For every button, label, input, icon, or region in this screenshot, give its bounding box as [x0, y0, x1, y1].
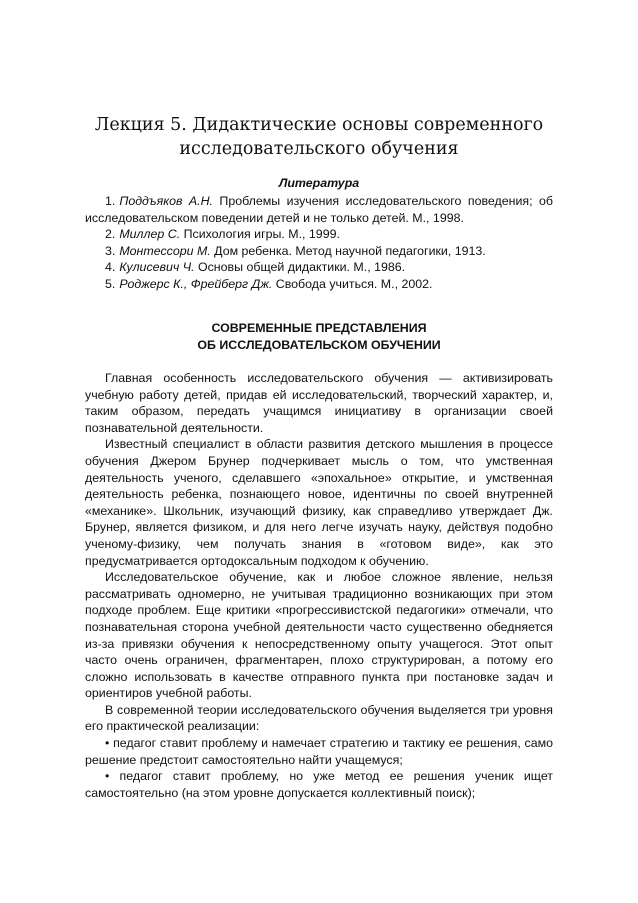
literature-heading: Литература — [278, 176, 360, 190]
literature-list — [85, 193, 553, 293]
body-paragraph: Исследовательское обучение, как и любое сложное явление, нельзя рассматривать одномерно, не учитывая традиционно возникающих при этом подходе проблем. Еще критики «прогрессивистской педагогики» отмечали, что познавательная сторона учебной деятельности часто существенно обедняется из-за привязки обучения к непосредственному опыту учащегося. Этот опыт часто очень ограничен, фрагментарен, плохо структурирован, а потому его сложно использовать в качестве отправного пункта при постановке задач и ориентиров учебной работы. — [85, 570, 553, 701]
bullet-item: • педагог ставит проблему, но уже метод ее решения ученик ищет самостоятельно (на этом уровне допускается коллективный поиск); — [85, 769, 553, 800]
reference-item: 2. Миллер С. Психология игры. М., 1999. — [105, 227, 340, 242]
lecture-title — [85, 113, 553, 161]
section-body — [85, 370, 553, 801]
reference-item: 4. Кулисевич Ч. Основы общей дидактики. М., 1986. — [105, 260, 406, 275]
reference-item: 3. Монтессори М. Дом ребенка. Метод научной педагогики, 1913. — [105, 243, 486, 258]
reference-item: 1. Поддъяков А.Н. Проблемы изучения исследовательского поведения; об исследовательском поведении детей и не только детей. М., 1998. — [85, 194, 553, 225]
lecture-title-line1: Лекция 5. Дидактические основы современного — [94, 115, 544, 135]
reference-author: Поддъяков А.Н. — [119, 194, 213, 208]
lecture-title-line2: исследовательского обучения — [179, 139, 459, 159]
section-heading-line2: ОБ ИССЛЕДОВАТЕЛЬСКОМ ОБУЧЕНИИ — [197, 338, 441, 352]
reference-author: Монтессори М. — [119, 243, 211, 258]
body-paragraph: В современной теории исследовательского обучения выделяется три уровня его практической реализации: — [85, 702, 553, 734]
reference-item: 5. Роджерс К., Фрейберг Дж. Свобода учиться. М., 2002. — [105, 276, 433, 291]
reference-author: Роджерс К., Фрейберг Дж. — [119, 276, 273, 291]
section-heading — [85, 320, 553, 354]
section-heading-line1: СОВРЕМЕННЫЕ ПРЕДСТАВЛЕНИЯ — [211, 321, 427, 335]
reference-author: Миллер С. — [119, 227, 181, 242]
reference-author: Кулисевич Ч. — [119, 260, 195, 275]
bullet-item: • педагог ставит проблему и намечает стратегию и тактику ее решения, само решение предстоит самостоятельно найти учащемуся; — [85, 736, 553, 767]
body-paragraph: Главная особенность исследовательского обучения — активизировать учебную работу детей, придав ей исследовательский, творческий характер, и, таким образом, передать учащимся инициативу в организации своей познавательной деятельности. — [85, 371, 553, 435]
body-paragraph: Известный специалист в области развития детского мышления в процессе обучения Джером Брунер подчеркивает мысль о том, что умственная деятельность ученого, сделавшего «эпохальное» открытие, и умственная деятельность ребенка, познающего новое, идентичны по своей внутренней «механике». Школьник, изучающий физику, как справедливо утверждает Дж. Брунер, является физиком, и для него легче изучать науку, действуя подобно ученому-физику, чем получать знания в «готовом виде», как это предусматривается ортодоксальным подходом к обучению. — [85, 437, 553, 568]
